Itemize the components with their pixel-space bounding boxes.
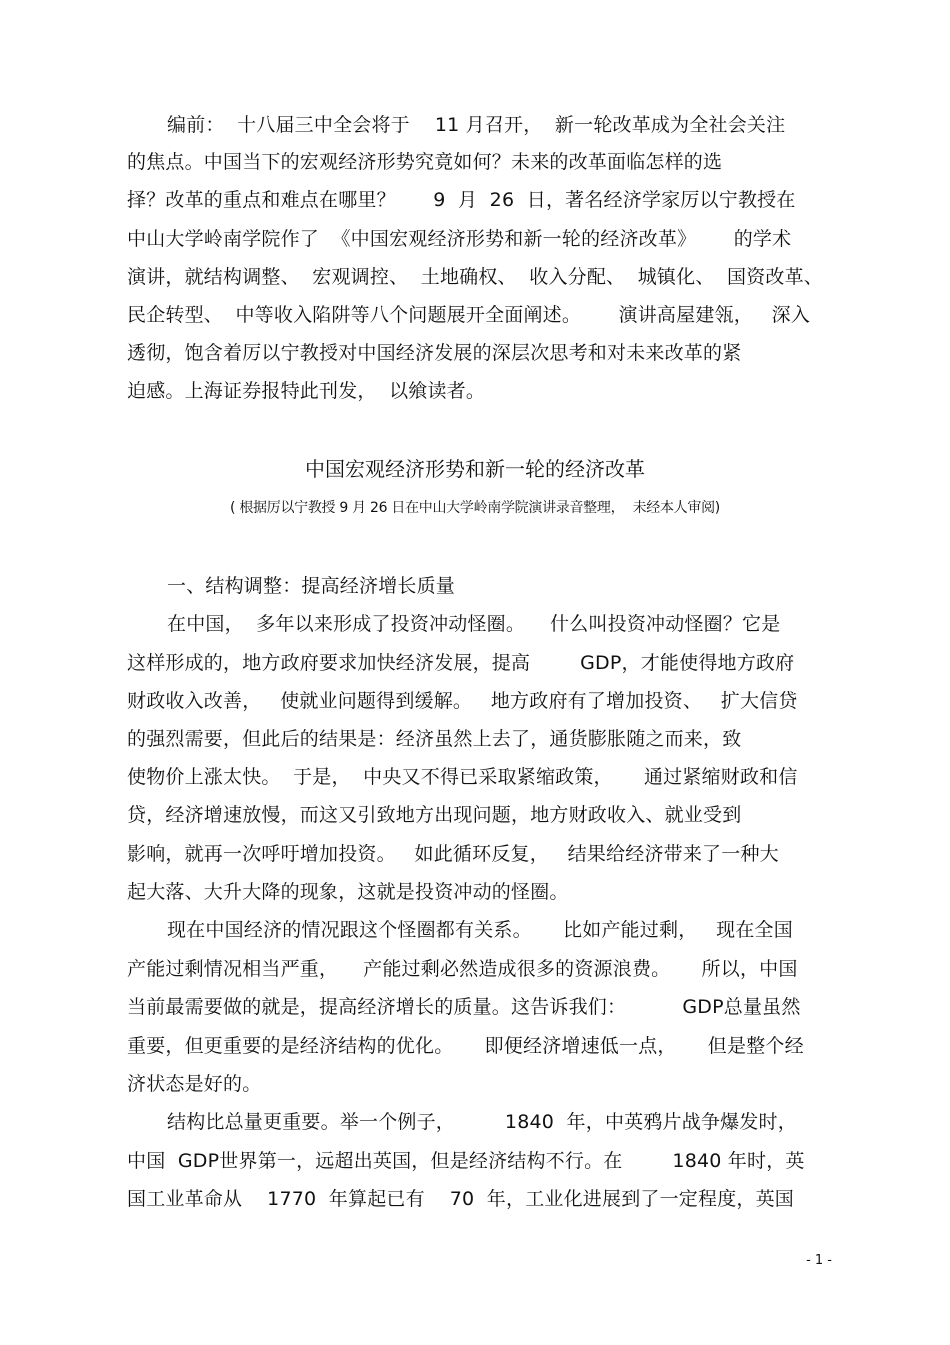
paragraph-line: 影响，就再一次呼吁增加投资。 如此循环反复， 结果给经济带来了一种大: [127, 843, 779, 865]
editor-note-line: 编前： 十八届三中全会将于 11 月召开， 新一轮改革成为全社会关注: [167, 114, 786, 136]
paragraph-line: 中国 GDP世界第一，远超出英国，但是经济结构不行。在 1840 年时，英: [127, 1150, 805, 1172]
paragraph-line: 当前最需要做的就是，提高经济增长的质量。这告诉我们： GDP总量虽然: [127, 996, 801, 1018]
editor-note-line: 择？改革的重点和难点在哪里？ 9 月 26 日，著名经济学家厉以宁教授在: [127, 189, 796, 211]
paragraph-line: 这样形成的，地方政府要求加快经济发展，提高 GDP，才能使得地方政府: [127, 652, 795, 674]
paragraph-line: 现在中国经济的情况跟这个怪圈都有关系。 比如产能过剩， 现在全国: [167, 919, 793, 941]
paragraph-line: 起大落、大升大降的现象，这就是投资冲动的怪圈。: [127, 881, 569, 903]
editor-note-line: 的焦点。中国当下的宏观经济形势究竟如何？未来的改革面临怎样的选: [127, 151, 723, 173]
article-title: 中国宏观经济形势和新一轮的经济改革: [305, 457, 645, 481]
section-heading: 一、结构调整：提高经济增长质量: [167, 575, 456, 597]
editor-note-line: 中山大学岭南学院作了 《中国宏观经济形势和新一轮的经济改革》 的学术: [127, 228, 792, 250]
editor-note-line: 迫感。上海证券报特此刊发， 以飨读者。: [127, 380, 486, 402]
paragraph-line: 产能过剩情况相当严重， 产能过剩必然造成很多的资源浪费。 所以，中国: [127, 958, 798, 980]
article-subtitle: ( 根据厉以宁教授 9 月 26 日在中山大学岭南学院演讲录音整理， 未经本人审阅): [230, 500, 720, 516]
paragraph-line: 的强烈需要，但此后的结果是：经济虽然上去了，通货膨胀随之而来，致: [127, 728, 742, 750]
paragraph-line: 在中国， 多年以来形成了投资冲动怪圈。 什么叫投资冲动怪圈？它是: [167, 613, 781, 635]
paragraph-line: 财政收入改善， 使就业问题得到缓解。 地方政府有了增加投资、 扩大信贷: [127, 690, 798, 712]
paragraph-line: 贷，经济增速放慢，而这又引致地方出现问题，地方财政收入、就业受到: [127, 804, 742, 826]
paragraph-line: 重要，但更重要的是经济结构的优化。 即便经济增速低一点， 但是整个经: [127, 1035, 804, 1057]
paragraph-line: 国工业革命从 1770 年算起已有 70 年，工业化进展到了一定程度，英国: [127, 1188, 795, 1210]
paragraph-line: 济状态是好的。: [127, 1073, 262, 1095]
paragraph-line: 使物价上涨太快。 于是， 中央又不得已采取紧缩政策， 通过紧缩财政和信: [127, 766, 798, 788]
editor-note-line: 演讲，就结构调整、 宏观调控、 土地确权、 收入分配、 城镇化、 国资改革、: [127, 266, 823, 288]
editor-note-line: 透彻，饱含着厉以宁教授对中国经济发展的深层次思考和对未来改革的紧: [127, 342, 742, 364]
page-number: - 1 -: [806, 1253, 832, 1268]
paragraph-line: 结构比总量更重要。举一个例子， 1840 年，中英鸦片战争爆发时，: [167, 1111, 797, 1133]
editor-note-line: 民企转型、 中等收入陷阱等八个问题展开全面阐述。 演讲高屋建瓴， 深入: [127, 304, 811, 326]
